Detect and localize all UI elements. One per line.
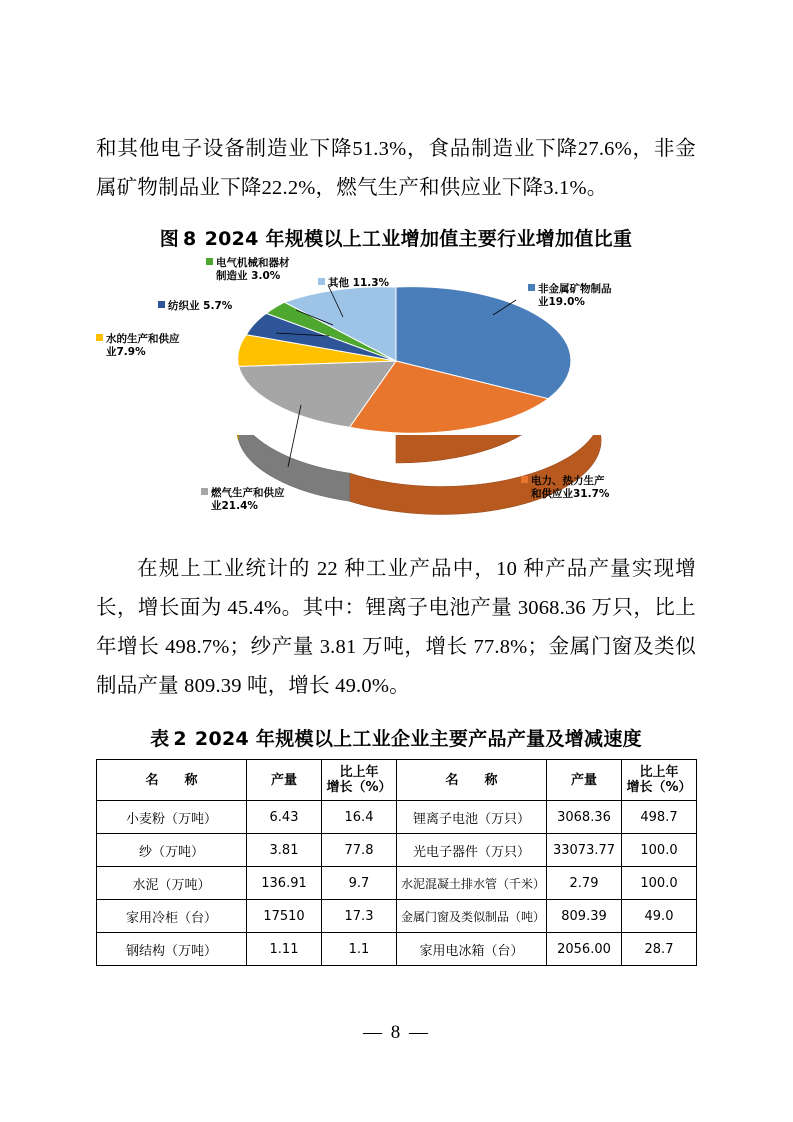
cell-name-left: 水泥（万吨） bbox=[97, 867, 247, 900]
cell-name-right: 锂离子电池（万只） bbox=[397, 801, 547, 834]
figure-title: 2024 年规模以上工业增加值主要行业增加值比重 bbox=[204, 228, 633, 250]
page-content bbox=[96, 130, 696, 966]
cell-growth-right: 498.7 bbox=[622, 801, 697, 834]
product-output-table bbox=[96, 759, 697, 966]
cell-growth-left: 16.4 bbox=[322, 801, 397, 834]
cell-output-right: 2.79 bbox=[547, 867, 622, 900]
cell-growth-right: 49.0 bbox=[622, 900, 697, 933]
table-row bbox=[97, 834, 697, 867]
legend-swatch-icon bbox=[206, 258, 213, 265]
figure-number: 8 bbox=[183, 228, 197, 250]
pie-label-nonmetal-mineral: 非金属矿物制品 业19.0% bbox=[528, 283, 612, 309]
cell-output-right: 809.39 bbox=[547, 900, 622, 933]
pie-label-other: 其他 11.3% bbox=[318, 277, 389, 290]
cell-name-left: 纱（万吨） bbox=[97, 834, 247, 867]
cell-name-left: 家用冷柜（台） bbox=[97, 900, 247, 933]
table-row bbox=[97, 801, 697, 834]
paragraph-product-output: 在规上工业统计的 22 种工业产品中，10 种产品产量实现增长，增长面为 45.4%。其中：锂离子电池产量 3068.36 万只，比上年增长 498.7%；纱产量 3.81 万吨，增长 77.8%；金属门窗及类似制品产量 809.39 吨，增长 49.0%。 bbox=[96, 558, 696, 697]
th-growth-right: 比上年 增长（%） bbox=[622, 760, 697, 801]
paragraph-industry-decline: 和其他电子设备制造业下降51.3%，食品制造业下降27.6%，非金属矿物制品业下降22.2%，燃气生产和供应业下降3.1%。 bbox=[96, 138, 696, 199]
legend-swatch-icon bbox=[158, 301, 165, 308]
cell-output-left: 6.43 bbox=[247, 801, 322, 834]
pie-label-textile: 纺织业 5.7% bbox=[158, 300, 232, 313]
table-number: 2 bbox=[173, 728, 187, 750]
th-name-right: 名 称 bbox=[397, 760, 547, 801]
cell-name-right: 家用电冰箱（台） bbox=[397, 933, 547, 966]
figure-caption bbox=[96, 224, 696, 251]
th-growth-left: 比上年 增长（%） bbox=[322, 760, 397, 801]
cell-name-right: 水泥混凝土排水管（千米） bbox=[397, 867, 547, 900]
legend-swatch-icon bbox=[201, 488, 208, 495]
cell-growth-right: 100.0 bbox=[622, 834, 697, 867]
legend-swatch-icon bbox=[318, 278, 325, 285]
th-output-left: 产量 bbox=[247, 760, 322, 801]
pie-top-face bbox=[238, 287, 571, 434]
legend-swatch-icon bbox=[528, 284, 535, 291]
pie-label-gas-supply: 燃气生产和供应 业21.4% bbox=[201, 487, 285, 513]
cell-growth-right: 28.7 bbox=[622, 933, 697, 966]
cell-growth-left: 9.7 bbox=[322, 867, 397, 900]
cell-output-left: 17510 bbox=[247, 900, 322, 933]
cell-output-right: 2056.00 bbox=[547, 933, 622, 966]
pie-label-electrical-machinery: 电气机械和器材 制造业 3.0% bbox=[206, 257, 290, 283]
cell-growth-left: 77.8 bbox=[322, 834, 397, 867]
cell-name-right: 金属门窗及类似制品（吨） bbox=[397, 900, 547, 933]
cell-output-right: 33073.77 bbox=[547, 834, 622, 867]
table-label: 表 bbox=[150, 728, 170, 750]
table-caption bbox=[96, 724, 696, 751]
figure-label: 图 bbox=[159, 228, 180, 250]
cell-name-right: 光电子器件（万只） bbox=[397, 834, 547, 867]
cell-growth-left: 17.3 bbox=[322, 900, 397, 933]
table-header-row bbox=[97, 760, 697, 801]
cell-output-left: 136.91 bbox=[247, 867, 322, 900]
cell-name-left: 钢结构（万吨） bbox=[97, 933, 247, 966]
cell-growth-left: 1.1 bbox=[322, 933, 397, 966]
cell-output-right: 3068.36 bbox=[547, 801, 622, 834]
table-row bbox=[97, 900, 697, 933]
pie-chart bbox=[96, 255, 696, 550]
cell-growth-right: 100.0 bbox=[622, 867, 697, 900]
table-title: 2024 年规模以上工业企业主要产品产量及增减速度 bbox=[194, 728, 642, 750]
page-number: — 8 — bbox=[363, 1022, 430, 1043]
cell-output-left: 3.81 bbox=[247, 834, 322, 867]
cell-output-left: 1.11 bbox=[247, 933, 322, 966]
table-row bbox=[97, 933, 697, 966]
pie-label-water-supply: 水的生产和供应 业7.9% bbox=[96, 333, 276, 359]
legend-swatch-icon bbox=[521, 476, 528, 483]
th-name-left: 名 称 bbox=[97, 760, 247, 801]
pie-label-power-heat: 电力、热力生产 和供应业31.7% bbox=[521, 475, 609, 501]
cell-name-left: 小麦粉（万吨） bbox=[97, 801, 247, 834]
legend-swatch-icon bbox=[96, 334, 103, 341]
table-row bbox=[97, 867, 697, 900]
th-output-right: 产量 bbox=[547, 760, 622, 801]
